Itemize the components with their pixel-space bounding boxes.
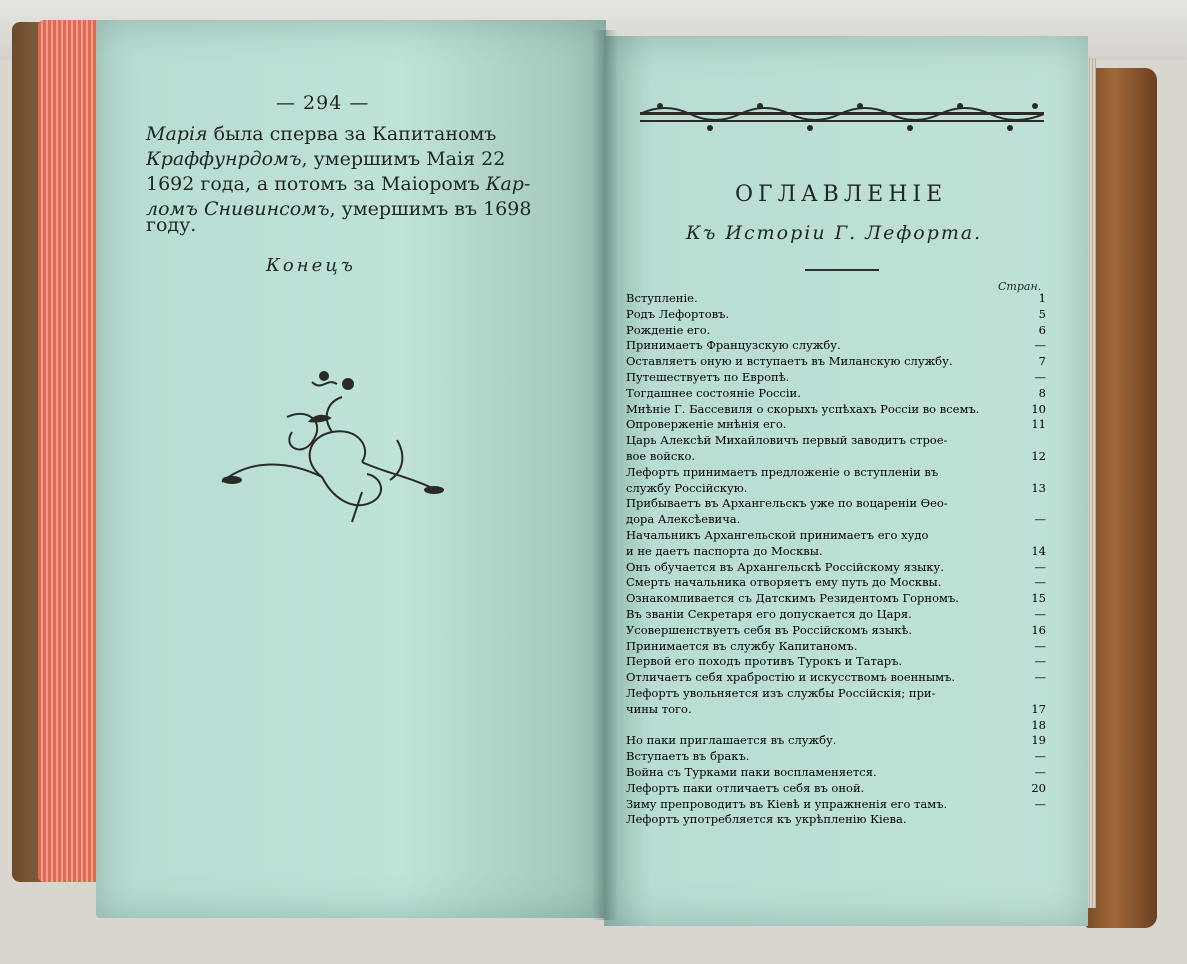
paragraph-line: ломъ Снивинсомъ, умершимъ въ 1698	[146, 198, 532, 220]
toc-entry-text: Прибываетъ въ Архангельскъ уже по воцареніи Ѳео-	[626, 496, 948, 511]
toc-entry	[626, 370, 1046, 384]
toc-entry-text: Отличаетъ себя храбростію и искусствомъ военнымъ.	[626, 670, 956, 685]
toc-entry-text: чины того.	[626, 701, 692, 716]
toc-entry-text: Оставляетъ оную и вступаетъ въ Миланскую службу.	[626, 354, 953, 369]
page-number: — 294 —	[276, 92, 370, 114]
toc-entry	[626, 465, 1046, 479]
toc-entry-text: Лефортъ увольняется изъ службы Россійскія; при-	[626, 686, 936, 700]
paragraph-line: Краффунрдомъ, умершимъ Маія 22	[146, 148, 506, 170]
ornament-vignette	[212, 362, 448, 532]
toc-entry	[626, 670, 1046, 684]
paragraph-line: году.	[146, 214, 197, 236]
toc-entry	[626, 654, 1046, 668]
toc-entry	[626, 749, 1046, 763]
toc-entry	[626, 733, 1046, 747]
toc-entry-text: Онъ обучается въ Архангельскѣ Россійскому языку.	[626, 559, 944, 574]
toc-entry-text: Лефортъ принимаетъ предложеніе о вступленіи въ	[626, 464, 939, 479]
toc-entry	[626, 386, 1046, 400]
toc-entry	[626, 607, 1046, 621]
toc-entry-page: 14	[1031, 543, 1046, 558]
toc-entry-text: Война съ Турками паки воспламеняется.	[626, 765, 877, 779]
toc-entry-text: Лефортъ употребляется къ укрѣпленію Кіева.	[626, 812, 907, 827]
toc-entry-text: Первой его походъ противъ Турокъ и Татаръ.	[626, 654, 903, 669]
toc-entry-text: Ознакомливается съ Датскимъ Резидентомъ Горномъ.	[626, 591, 959, 606]
ornament-headpiece	[640, 100, 1044, 136]
toc-entry-text: Вступаетъ въ бракъ.	[626, 749, 750, 764]
toc-entry-text: Царь Алексѣй Михайловичъ первый заводитъ строе-	[626, 433, 948, 448]
toc-entry	[626, 686, 1046, 700]
toc-entry-page: 15	[1031, 591, 1046, 606]
toc-entry-page: —	[1034, 338, 1046, 353]
toc-entry-page: 16	[1031, 622, 1046, 637]
toc-entry-page: 11	[1031, 417, 1046, 432]
toc-entry	[626, 765, 1046, 779]
toc-entry-text: Вступленіе.	[626, 291, 698, 305]
toc-entry	[626, 323, 1046, 337]
toc-entry	[626, 639, 1046, 653]
toc-entry	[626, 781, 1046, 795]
toc-entry-text: Мнѣніе Г. Бассевиля о скорыхъ успѣхахъ Россіи во всемъ.	[626, 401, 980, 416]
toc-entry-page: —	[1034, 670, 1046, 685]
toc-entry-page: 17	[1031, 701, 1046, 716]
toc-entry-text: Въ званіи Секретаря его допускается до Царя.	[626, 607, 912, 621]
toc-entry	[626, 528, 1046, 542]
ending-word: Конецъ	[266, 255, 356, 276]
toc-entry-text: вое войско.	[626, 449, 696, 463]
toc-entry-text: Зиму препроводитъ въ Кіевѣ и упражненія его тамъ.	[626, 796, 948, 811]
paragraph-line: Марія была сперва за Капитаномъ	[146, 123, 497, 145]
page-edges-left	[38, 20, 98, 882]
toc-entry	[626, 481, 1046, 495]
toc-entry-page: —	[1034, 765, 1046, 779]
toc-entry-page: 19	[1031, 733, 1046, 748]
toc-entry-page: 7	[1038, 354, 1046, 369]
paragraph-line: 1692 года, а потомъ за Маіоромъ Кар-	[146, 173, 531, 195]
toc-title: ОГЛАВЛЕНІЕ	[735, 182, 948, 207]
toc-entry-page: 18	[1031, 717, 1046, 732]
toc-entry	[626, 544, 1046, 558]
toc-entry-page: —	[1034, 607, 1046, 621]
toc-entry	[626, 702, 1046, 716]
toc-entry-text: и не даетъ паспорта до Москвы.	[626, 543, 823, 558]
toc-entry-text: Усовершенствуетъ себя въ Россійскомъ языкѣ.	[626, 622, 913, 637]
toc-entry-page: —	[1034, 559, 1046, 574]
toc-entry	[626, 291, 1046, 305]
toc-entry	[626, 591, 1046, 605]
toc-entry-page: 1	[1038, 291, 1046, 305]
toc-entry-page: 5	[1038, 306, 1046, 321]
toc-entry-page: 12	[1031, 449, 1046, 463]
toc-entry	[626, 417, 1046, 431]
book-gutter	[592, 30, 618, 920]
toc-entry-page: —	[1034, 575, 1046, 590]
toc-entry-page: —	[1034, 370, 1046, 384]
toc-entry-text: Но паки приглашается въ службу.	[626, 733, 837, 748]
toc-entry	[626, 623, 1046, 637]
page-column-header: Стран.	[998, 280, 1042, 293]
toc-entry-page: 13	[1031, 480, 1046, 495]
toc-subtitle: Къ Исторіи Г. Лефорта.	[686, 222, 983, 244]
toc-entry-page: —	[1034, 654, 1046, 669]
toc-entry-page: —	[1034, 512, 1046, 527]
toc-entry-text: Принимаетъ Французскую службу.	[626, 338, 841, 353]
toc-entry-text: Начальникъ Архангельской принимаетъ его худо	[626, 528, 929, 542]
toc-entry-page: 10	[1031, 401, 1046, 416]
toc-entry	[626, 718, 1046, 732]
toc-entry-text: Путешествуетъ по Европѣ.	[626, 370, 790, 384]
toc-entry-text: дора Алексѣевича.	[626, 512, 741, 527]
toc-entry-text: Принимается въ службу Капитаномъ.	[626, 638, 858, 653]
toc-entry-page: 8	[1038, 385, 1046, 400]
toc-entry-text: Смерть начальника отворяетъ ему путь до Москвы.	[626, 575, 942, 590]
toc-entry-page: —	[1034, 638, 1046, 653]
toc-entry	[626, 433, 1046, 447]
toc-entry	[626, 560, 1046, 574]
toc-entry	[626, 512, 1046, 526]
toc-entry-text: Рожденіе его.	[626, 322, 711, 337]
toc-entry	[626, 338, 1046, 352]
toc-entry	[626, 496, 1046, 510]
toc-entry	[626, 402, 1046, 416]
toc-entry-page: —	[1034, 796, 1046, 811]
toc-entry-text: Родъ Лефортовъ.	[626, 306, 730, 321]
toc-entry-text: Опроверженіе мнѣнія его.	[626, 417, 787, 432]
toc-entry-page: —	[1034, 749, 1046, 764]
toc-entry-text: службу Россійскую.	[626, 480, 748, 495]
toc-entry	[626, 307, 1046, 321]
divider-rule	[805, 269, 879, 271]
toc-entry	[626, 354, 1046, 368]
toc-entry	[626, 449, 1046, 463]
toc-entry-text: Лефортъ паки отличаетъ себя въ оной.	[626, 780, 865, 795]
toc-entry	[626, 812, 1046, 826]
toc-entry-text: Тогдашнее состояніе Россіи.	[626, 385, 801, 400]
toc-entry	[626, 797, 1046, 811]
toc-entry-page: 6	[1038, 322, 1046, 337]
toc-entry-page: 20	[1031, 780, 1046, 795]
toc-entry	[626, 575, 1046, 589]
